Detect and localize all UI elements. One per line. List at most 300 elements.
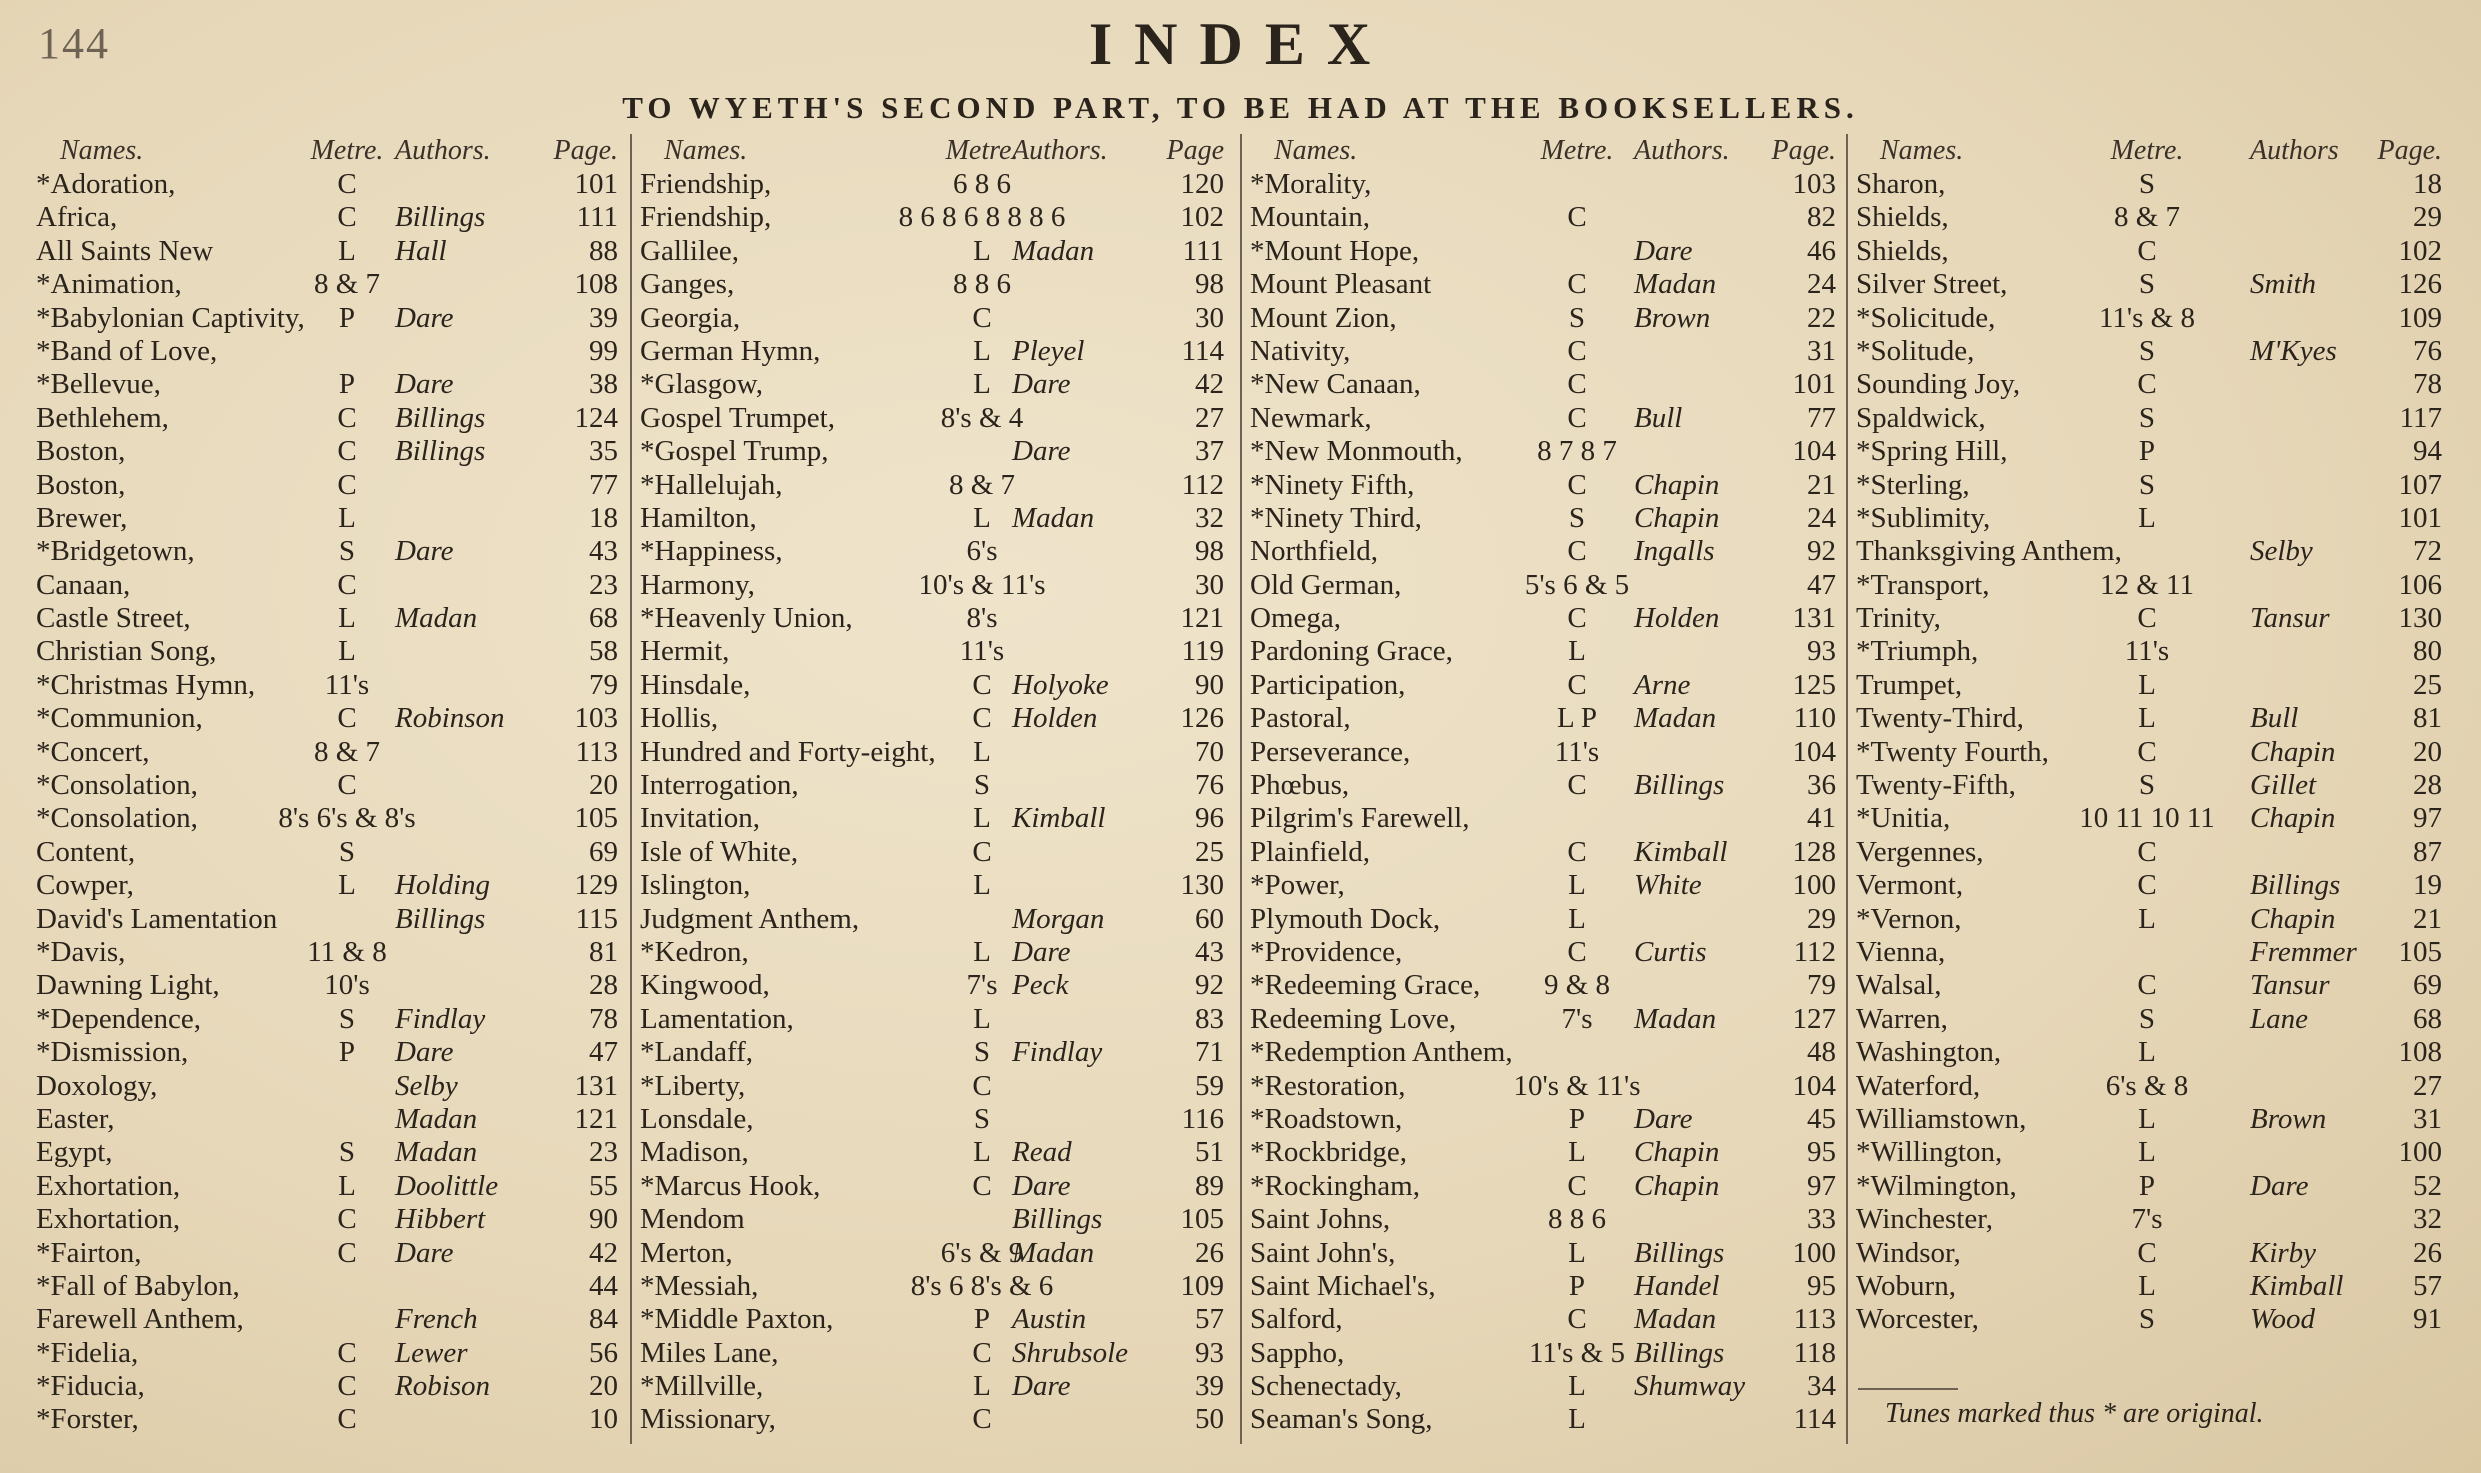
list-item [36, 535, 628, 568]
tune-name: *Millville, [640, 1370, 764, 1403]
tune-name: Trumpet, [1856, 668, 1963, 701]
tune-name: *Dependence, [36, 1002, 202, 1035]
tune-metre: C [2137, 835, 2157, 868]
tune-name: Vergennes, [1856, 835, 1984, 868]
tune-page: 129 [574, 869, 618, 902]
tune-name: Silver Street, [1856, 268, 2008, 301]
tune-name: *Roadstown, [1250, 1102, 1403, 1135]
tune-metre: 8 6 8 6 8 8 8 6 [898, 201, 1066, 234]
list-item [1856, 1103, 2456, 1136]
tune-page: 101 [574, 168, 618, 200]
tune-metre: C [972, 1403, 992, 1436]
tune-author: Billings [395, 902, 486, 935]
list-item [640, 1270, 1248, 1303]
tune-page: 25 [1195, 835, 1224, 868]
list-item [1856, 802, 2456, 835]
tune-page: 59 [1195, 1069, 1224, 1102]
list-item [1250, 1337, 1854, 1370]
tune-name: *Triumph, [1856, 635, 1979, 668]
tune-name: Gospel Trumpet, [640, 401, 835, 434]
tune-name: Mountain, [1250, 201, 1371, 234]
list-item [1856, 969, 2456, 1002]
tune-name: *Willington, [1856, 1136, 2003, 1169]
tune-page: 76 [2413, 334, 2442, 367]
tune-name: Perseverance, [1250, 735, 1411, 768]
tune-name: *Forster, [36, 1403, 139, 1436]
tune-page: 38 [589, 368, 618, 401]
column-header [1250, 134, 1854, 168]
tune-page: 35 [589, 435, 618, 468]
tune-metre: L [973, 869, 991, 902]
tune-name: *Happiness, [640, 535, 783, 568]
tune-page: 90 [1195, 668, 1224, 701]
list-item [1856, 168, 2456, 201]
list-item [36, 502, 628, 535]
tune-name: *Sterling, [1856, 468, 1970, 501]
tune-page: 82 [1807, 201, 1836, 234]
tune-page: 22 [1807, 301, 1836, 334]
list-item [36, 1403, 628, 1436]
tune-name: Shields, [1856, 201, 1949, 234]
list-item [36, 569, 628, 602]
list-item [1250, 268, 1854, 301]
tune-name: Williamstown, [1856, 1102, 2027, 1135]
list-item [640, 402, 1248, 435]
list-item [36, 1170, 628, 1203]
tune-page: 130 [2398, 602, 2442, 635]
tune-page: 31 [2413, 1102, 2442, 1135]
tune-name: Content, [36, 835, 136, 868]
tune-metre: 10's & 11's [1513, 1069, 1641, 1102]
tune-author: Chapin [1634, 1169, 1720, 1202]
tune-page: 69 [2413, 969, 2442, 1002]
tune-name: Seaman's Song, [1250, 1403, 1433, 1436]
tune-metre: L [1568, 902, 1586, 935]
tune-metre: C [2137, 234, 2157, 267]
tune-name: Hundred and Forty-eight, [640, 735, 936, 768]
index-column-2 [630, 134, 1248, 1444]
tune-metre: 11's & 5 [1529, 1336, 1625, 1369]
tune-metre: 6's & 9 [940, 1236, 1024, 1269]
tune-name: Twenty-Third, [1856, 702, 2024, 735]
header-page: Page [1166, 135, 1224, 166]
tune-page: 107 [2398, 468, 2442, 501]
tune-metre: S [338, 835, 356, 868]
tune-page: 21 [1807, 468, 1836, 501]
tune-name: Doxology, [36, 1069, 158, 1102]
tune-author: Bull [1634, 401, 1683, 434]
list-item [640, 235, 1248, 268]
tune-name: *Communion, [36, 702, 203, 735]
list-item [640, 569, 1248, 602]
list-item [36, 1270, 628, 1303]
header-page: Page. [2377, 135, 2442, 166]
tune-metre: L [2138, 1102, 2156, 1135]
tune-page: 111 [1182, 234, 1224, 267]
tune-metre: S [2138, 168, 2156, 200]
tune-name: Plainfield, [1250, 835, 1371, 868]
list-item [1250, 335, 1854, 368]
tune-author: Billings [2250, 869, 2341, 902]
tune-metre: 8's 6's & 8's [278, 802, 416, 835]
tune-page: 125 [1792, 668, 1836, 701]
tune-author: Kimball [2250, 1269, 2344, 1302]
tune-metre: 10 11 10 11 [2079, 802, 2215, 835]
list-item [1856, 368, 2456, 401]
tune-name: Saint Johns, [1250, 1203, 1391, 1236]
tune-metre: C [1567, 602, 1587, 635]
tune-page: 104 [1792, 735, 1836, 768]
tune-metre: C [2137, 969, 2157, 1002]
tune-page: 100 [1792, 1236, 1836, 1269]
tune-page: 97 [2413, 802, 2442, 835]
tune-page: 68 [2413, 1002, 2442, 1035]
page-title: INDEX [1088, 11, 1393, 77]
list-item [640, 535, 1248, 568]
tune-metre: C [972, 835, 992, 868]
list-item [1856, 769, 2456, 802]
tune-author: Billings [395, 401, 486, 434]
tune-page: 28 [589, 969, 618, 1002]
tune-author: Dare [1012, 368, 1071, 401]
tune-page: 20 [589, 1370, 618, 1403]
tune-name: *Middle Paxton, [640, 1303, 834, 1336]
tune-name: Windsor, [1856, 1236, 1961, 1269]
tune-page: 70 [1195, 735, 1224, 768]
tune-metre: 8's & 4 [940, 401, 1024, 434]
tune-metre: P [973, 1303, 991, 1336]
tune-metre: C [1567, 1303, 1587, 1336]
list-item [1250, 168, 1854, 201]
tune-name: *New Monmouth, [1250, 435, 1463, 468]
tune-page: 34 [1807, 1370, 1836, 1403]
list-item [640, 268, 1248, 301]
list-item [640, 1303, 1248, 1336]
tune-name: Islington, [640, 869, 751, 902]
tune-page: 58 [589, 635, 618, 668]
tune-metre: C [337, 769, 357, 802]
tune-page: 77 [1807, 401, 1836, 434]
tune-metre: C [972, 1069, 992, 1102]
list-item [1856, 502, 2456, 535]
tune-author: Robinson [395, 702, 505, 735]
tune-name: *Heavenly Union, [640, 602, 853, 635]
tune-metre: C [337, 468, 357, 501]
tune-author: Hall [395, 234, 447, 267]
tune-name: Spaldwick, [1856, 401, 1986, 434]
tune-metre: 9 & 8 [1543, 969, 1611, 1002]
tune-page: 57 [2413, 1269, 2442, 1302]
tune-metre: 7's [1561, 1002, 1593, 1035]
tune-page: 100 [1792, 869, 1836, 902]
list-item [640, 669, 1248, 702]
tune-author: Austin [1012, 1303, 1087, 1336]
tune-author: Kimball [1634, 835, 1728, 868]
tune-author: Smith [2250, 268, 2317, 301]
tune-name: Hinsdale, [640, 668, 751, 701]
list-item [1250, 702, 1854, 735]
list-item [36, 602, 628, 635]
tune-name: *Morality, [1250, 168, 1372, 200]
tune-name: Hamilton, [640, 501, 757, 534]
header-metre: Metre. [945, 135, 1019, 166]
tune-page: 20 [2413, 735, 2442, 768]
tune-name: Hermit, [640, 635, 730, 668]
tune-page: 27 [2413, 1069, 2442, 1102]
list-item [640, 1203, 1248, 1236]
list-item [1250, 936, 1854, 969]
tune-author: Dare [2250, 1169, 2309, 1202]
tune-name: Saint John's, [1250, 1236, 1396, 1269]
tune-page: 95 [1807, 1269, 1836, 1302]
list-item [640, 936, 1248, 969]
tune-metre: 8 & 7 [2113, 201, 2181, 234]
tune-author: Dare [1634, 234, 1693, 267]
tune-metre: L [338, 234, 356, 267]
tune-page: 93 [1807, 635, 1836, 668]
tune-author: Dare [1012, 435, 1071, 468]
tune-author: Ingalls [1634, 535, 1715, 568]
tune-metre: S [2138, 1303, 2156, 1336]
list-item [1250, 302, 1854, 335]
tune-page: 10 [589, 1403, 618, 1436]
tune-metre: L [1568, 1236, 1586, 1269]
tune-metre: L [973, 1136, 991, 1169]
tune-page: 50 [1195, 1403, 1224, 1436]
list-item [36, 268, 628, 301]
list-item [640, 702, 1248, 735]
tune-name: *Solicitude, [1856, 301, 1996, 334]
tune-name: Vermont, [1856, 869, 1964, 902]
tune-metre: C [337, 1370, 357, 1403]
tune-page: 99 [589, 334, 618, 367]
list-item [36, 936, 628, 969]
tune-name: Friendship, [640, 201, 772, 234]
page-number: 144 [38, 19, 110, 68]
tune-author: Doolittle [395, 1169, 499, 1202]
tune-name: Interrogation, [640, 769, 799, 802]
tune-name: Farewell Anthem, [36, 1303, 244, 1336]
header-names: Names. [664, 135, 748, 166]
tune-name: Shields, [1856, 234, 1949, 267]
list-item [640, 635, 1248, 668]
tune-page: 52 [2413, 1169, 2442, 1202]
tune-metre: C [1567, 769, 1587, 802]
column-header [640, 134, 1248, 168]
tune-name: Exhortation, [36, 1203, 181, 1236]
tune-author: Dare [1012, 935, 1071, 968]
list-item [1250, 1003, 1854, 1036]
tune-name: *Mount Hope, [1250, 234, 1420, 267]
list-item [36, 736, 628, 769]
tune-name: Lamentation, [640, 1002, 794, 1035]
header-page: Page. [553, 135, 618, 166]
tune-author: M'Kyes [2250, 334, 2337, 367]
tune-page: 42 [589, 1236, 618, 1269]
list-item [1856, 469, 2456, 502]
tune-metre: C [2137, 735, 2157, 768]
tune-metre: C [1567, 468, 1587, 501]
tune-metre: 6's [966, 535, 998, 568]
tune-author: Dare [395, 301, 454, 334]
list-item [1250, 469, 1854, 502]
tune-metre: C [1567, 368, 1587, 401]
tune-page: 108 [2398, 1036, 2442, 1069]
tune-author: Dare [395, 368, 454, 401]
tune-name: Warren, [1856, 1002, 1948, 1035]
tune-name: *Rockbridge, [1250, 1136, 1408, 1169]
tune-metre: C [1567, 268, 1587, 301]
tune-page: 118 [1793, 1336, 1836, 1369]
tune-page: 31 [1807, 334, 1836, 367]
tune-metre: P [338, 1036, 356, 1069]
tune-page: 102 [1180, 201, 1224, 234]
tune-page: 45 [1807, 1102, 1836, 1135]
tune-page: 126 [2398, 268, 2442, 301]
tune-metre: L [1568, 869, 1586, 902]
tune-page: 56 [589, 1336, 618, 1369]
tune-page: 88 [589, 234, 618, 267]
tune-page: 32 [1195, 501, 1224, 534]
tune-page: 112 [1181, 468, 1224, 501]
tune-page: 90 [589, 1203, 618, 1236]
tune-name: Friendship, [640, 168, 772, 200]
tune-name: *Landaff, [640, 1036, 753, 1069]
tune-page: 25 [2413, 668, 2442, 701]
tune-page: 78 [2413, 368, 2442, 401]
tune-page: 92 [1195, 969, 1224, 1002]
tune-metre: 5's 6 & 5 [1524, 568, 1630, 601]
tune-metre: L [338, 1169, 356, 1202]
tune-name: Exhortation, [36, 1169, 181, 1202]
tune-author: Madan [1634, 1002, 1717, 1035]
tune-page: 103 [574, 702, 618, 735]
tune-name: *Wilmington, [1856, 1169, 2017, 1202]
header-names: Names. [1880, 135, 1964, 166]
tune-author: Chapin [1634, 468, 1720, 501]
tune-metre: S [338, 1002, 356, 1035]
tune-metre: 8 & 7 [948, 468, 1016, 501]
tune-author: Dare [1012, 1370, 1071, 1403]
tune-metre: C [337, 568, 357, 601]
tune-name: *Dismission, [36, 1036, 189, 1069]
tune-page: 55 [589, 1169, 618, 1202]
tune-name: David's Lamentation [36, 902, 278, 935]
tune-page: 33 [1807, 1203, 1836, 1236]
tune-name: Egypt, [36, 1136, 113, 1169]
tune-author: Madan [395, 1102, 478, 1135]
tune-page: 26 [1195, 1236, 1224, 1269]
tune-page: 44 [589, 1269, 618, 1302]
tune-metre: P [1568, 1269, 1586, 1302]
tune-author: Dare [395, 1236, 454, 1269]
tune-page: 47 [589, 1036, 618, 1069]
tune-metre: C [337, 201, 357, 234]
tune-author: Kirby [2250, 1236, 2317, 1269]
tune-name: *Consolation, [36, 802, 198, 835]
tune-metre: 11's [1554, 735, 1600, 768]
tune-page: 127 [1792, 1002, 1836, 1035]
tune-author: Findlay [1012, 1036, 1103, 1069]
tune-page: 41 [1807, 802, 1836, 835]
tune-name: Schenectady, [1250, 1370, 1402, 1403]
list-item [1856, 903, 2456, 936]
tune-page: 39 [589, 301, 618, 334]
list-item [1856, 335, 2456, 368]
tune-page: 48 [1807, 1036, 1836, 1069]
tune-page: 91 [2413, 1303, 2442, 1336]
tune-page: 105 [1180, 1203, 1224, 1236]
tune-name: Brewer, [36, 501, 128, 534]
tune-page: 101 [2398, 501, 2442, 534]
tune-metre: C [1567, 668, 1587, 701]
list-item [640, 469, 1248, 502]
tune-author: Shrubsole [1012, 1336, 1128, 1369]
tune-author: Billings [1634, 769, 1725, 802]
list-item [1856, 602, 2456, 635]
tune-metre: 7's [966, 969, 998, 1002]
tune-author: Madan [395, 602, 478, 635]
tune-name: *Babylonian Captivity, [36, 301, 305, 334]
tune-page: 79 [589, 668, 618, 701]
tune-author: Handel [1634, 1269, 1720, 1302]
tune-page: 124 [574, 401, 618, 434]
tune-page: 43 [589, 535, 618, 568]
tune-name: Castle Street, [36, 602, 191, 635]
tune-page: 105 [574, 802, 618, 835]
tune-metre: C [972, 1336, 992, 1369]
tune-metre: S [2138, 268, 2156, 301]
tune-name: Sharon, [1856, 168, 1946, 200]
list-item [36, 836, 628, 869]
tune-page: 112 [1793, 935, 1836, 968]
tune-name: Pastoral, [1250, 702, 1351, 735]
list-item [36, 235, 628, 268]
tune-metre: S [2138, 401, 2156, 434]
tune-metre: L [973, 735, 991, 768]
list-item [1856, 1237, 2456, 1270]
list-item [640, 602, 1248, 635]
tune-page: 126 [1180, 702, 1224, 735]
list-item [1250, 1403, 1854, 1436]
tune-metre: C [1567, 935, 1587, 968]
tune-page: 30 [1195, 301, 1224, 334]
tune-name: Dawning Light, [36, 969, 220, 1002]
list-item [1856, 569, 2456, 602]
list-item [640, 1103, 1248, 1136]
tune-name: Pardoning Grace, [1250, 635, 1453, 668]
tune-name: *Redeeming Grace, [1250, 969, 1481, 1002]
tune-metre: C [337, 401, 357, 434]
tune-name: *Redemption Anthem, [1250, 1036, 1513, 1069]
header-names: Names. [60, 135, 144, 166]
tune-metre: L [973, 1370, 991, 1403]
tune-metre: 11's & 8 [2099, 301, 2195, 334]
tune-page: 95 [1807, 1136, 1836, 1169]
tune-metre: C [1567, 201, 1587, 234]
tune-page: 128 [1792, 835, 1836, 868]
tune-author: Read [1012, 1136, 1072, 1169]
tune-author: Holding [395, 869, 491, 902]
tune-name: *Gospel Trump, [640, 435, 829, 468]
tune-page: 97 [1807, 1169, 1836, 1202]
list-item [1250, 1237, 1854, 1270]
tune-author: Kimball [1012, 802, 1106, 835]
tune-page: 20 [589, 769, 618, 802]
tune-metre: 8 7 8 7 [1537, 435, 1617, 468]
tune-name: Lonsdale, [640, 1102, 754, 1135]
list-item [1250, 1303, 1854, 1336]
